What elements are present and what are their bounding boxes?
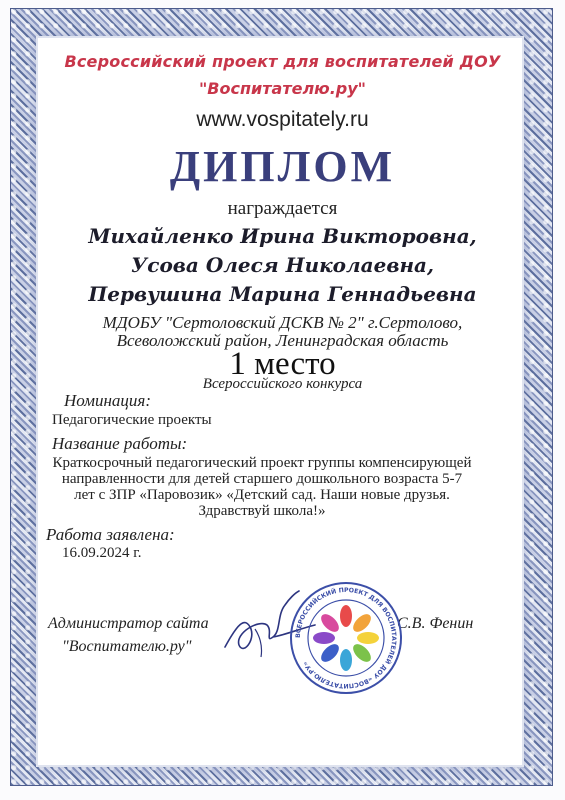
- hands-circle-seal-icon: [288, 580, 404, 696]
- admin-site-name: "Воспитателю.ру": [62, 638, 192, 655]
- recipient-name: Первушина Марина Геннадьевна: [88, 282, 477, 306]
- recipient-name: Усова Олеся Николаевна,: [131, 253, 434, 277]
- submission-date-value: 16.09.2024 г.: [62, 545, 142, 561]
- nomination-value: Педагогические проекты: [52, 412, 212, 428]
- organization-line: МДОБУ "Сертоловский ДСКВ № 2" г.Сертолово,: [102, 313, 463, 332]
- recipient-name: Михайленко Ирина Викторовна,: [88, 224, 477, 248]
- contest-label: Всероссийского конкурса: [202, 376, 363, 392]
- admin-label: Администратор сайта: [48, 615, 209, 632]
- project-name: "Воспитателю.ру": [198, 79, 367, 98]
- organization-line: Всеволожский район, Ленинградская область: [116, 331, 449, 350]
- seal-text: ВСЕРОССИЙСКИЙ ПРОЕКТ ДЛЯ ВОСПИТАТЕЛЕЙ ДОУ «ВОСПИТАТЕЛЮ.РУ»: [294, 586, 398, 690]
- submission-date-label: Работа заявлена:: [46, 525, 175, 544]
- place-award: 1 место: [229, 346, 336, 382]
- work-title-value: Краткосрочный педагогический проект группы компенсирующей направленности для детей старшего дошкольного возраста 5-7 лет с ЗПР «Паровозик» «Детский сад. Наши новые друзья. Здравствуй школа!»: [52, 455, 472, 519]
- work-title-label: Название работы:: [52, 434, 188, 453]
- nomination-label: Номинация:: [64, 391, 151, 410]
- diploma-title: ДИПЛОМ: [169, 142, 396, 191]
- site-url: www.vospitately.ru: [196, 108, 369, 131]
- awarded-label: награждается: [227, 198, 338, 219]
- project-line: Всероссийский проект для воспитателей ДОУ: [64, 52, 501, 71]
- signer-name: С.В. Фенин: [397, 615, 474, 632]
